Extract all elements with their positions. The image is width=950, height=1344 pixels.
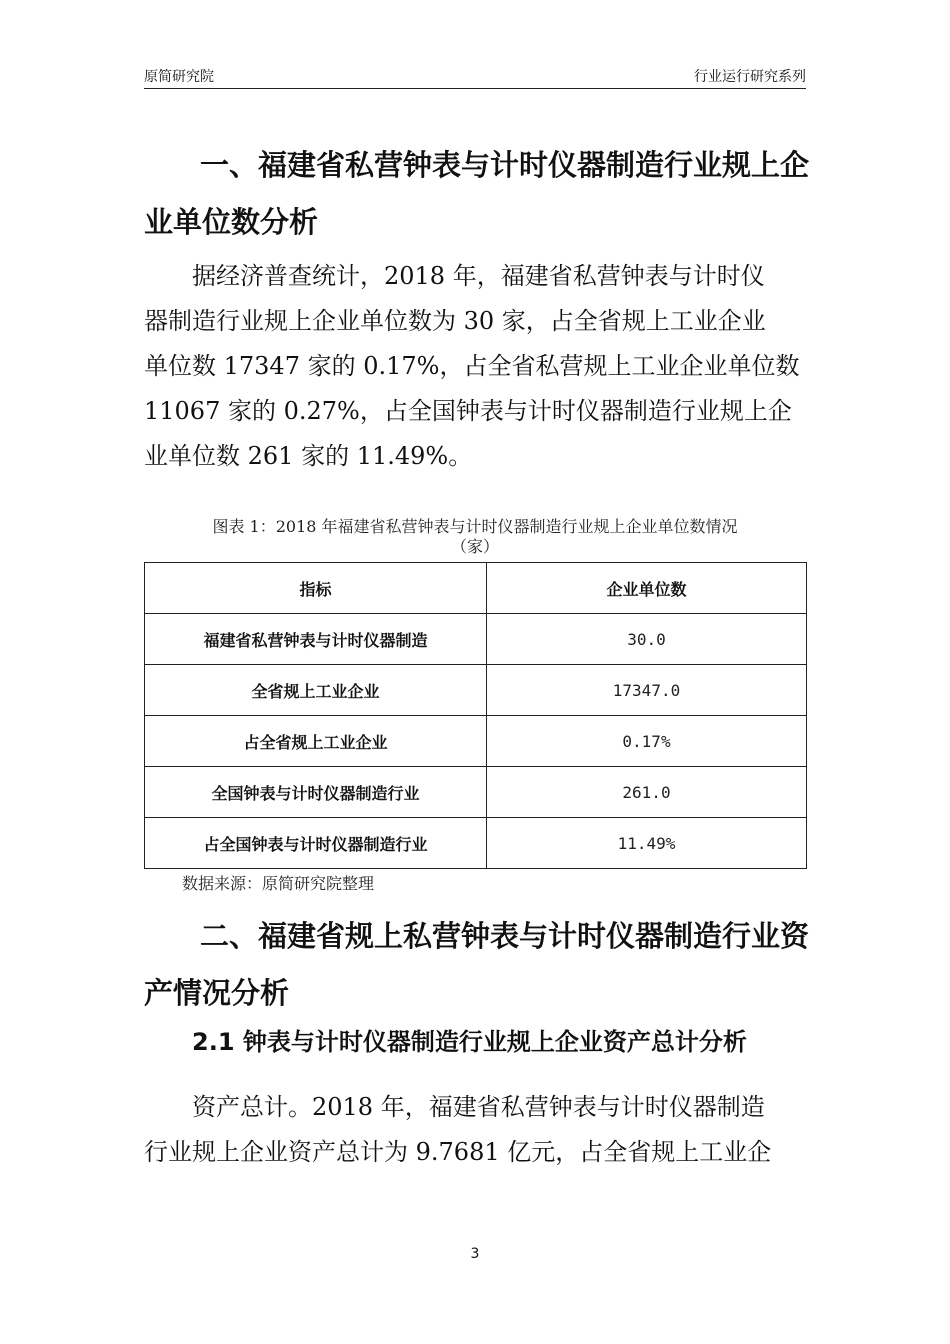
paragraph-line: 据经济普查统计，2018 年，福建省私营钟表与计时仪: [192, 262, 765, 290]
data-source-note: 数据来源：原简研究院整理: [182, 874, 375, 893]
enterprise-count-table: [144, 562, 807, 869]
section2-title: [144, 908, 810, 1022]
row-label: 全国钟表与计时仪器制造行业: [145, 767, 487, 818]
row-value: 261.0: [487, 767, 807, 818]
header-series-name: 行业运行研究系列: [694, 69, 806, 85]
section2-subtitle: 2.1 钟表与计时仪器制造行业规上企业资产总计分析: [192, 1028, 747, 1056]
table-row: [145, 614, 807, 665]
section1-title: [144, 137, 810, 251]
paragraph-line: 行业规上企业资产总计为 9.7681 亿元，占全省规上工业企: [144, 1138, 772, 1166]
row-label: 占全省规上工业企业: [145, 716, 487, 767]
section1-title-line2: 业单位数分析: [144, 205, 319, 239]
paragraph-line: 单位数 17347 家的 0.17%，占全省私营规上工业企业单位数: [144, 352, 800, 380]
header-org-name: 原简研究院: [144, 69, 214, 85]
page-number: 3: [470, 1246, 480, 1262]
table-caption-line1: 图表 1：2018 年福建省私营钟表与计时仪器制造行业规上企业单位数情况: [212, 517, 738, 536]
page-header: [144, 62, 806, 89]
table-header-row: [145, 563, 807, 614]
row-label: 福建省私营钟表与计时仪器制造: [145, 614, 487, 665]
column-header-indicator: 指标: [145, 563, 487, 614]
table-caption: [144, 517, 806, 557]
section1-title-line1: 一、福建省私营钟表与计时仪器制造行业规上企: [200, 148, 810, 182]
table-row: [145, 716, 807, 767]
row-value: 17347.0: [487, 665, 807, 716]
row-value: 30.0: [487, 614, 807, 665]
paragraph-line: 资产总计。2018 年，福建省私营钟表与计时仪器制造: [192, 1093, 765, 1121]
section2-paragraph: [144, 1085, 806, 1175]
section1-paragraph: [144, 254, 806, 479]
table-caption-line2: （家）: [450, 537, 499, 556]
row-value: 0.17%: [487, 716, 807, 767]
paragraph-line: 器制造行业规上企业单位数为 30 家，占全省规上工业企业: [144, 307, 766, 335]
table-row: [145, 818, 807, 869]
paragraph-line: 11067 家的 0.27%，占全国钟表与计时仪器制造行业规上企: [144, 397, 792, 425]
column-header-count: 企业单位数: [487, 563, 807, 614]
row-label: 占全国钟表与计时仪器制造行业: [145, 818, 487, 869]
section2-title-line2: 产情况分析: [144, 976, 290, 1010]
paragraph-line: 业单位数 261 家的 11.49%。: [144, 442, 473, 470]
table-row: [145, 665, 807, 716]
row-value: 11.49%: [487, 818, 807, 869]
section2-title-line1: 二、福建省规上私营钟表与计时仪器制造行业资: [200, 919, 810, 953]
table-row: [145, 767, 807, 818]
row-label: 全省规上工业企业: [145, 665, 487, 716]
